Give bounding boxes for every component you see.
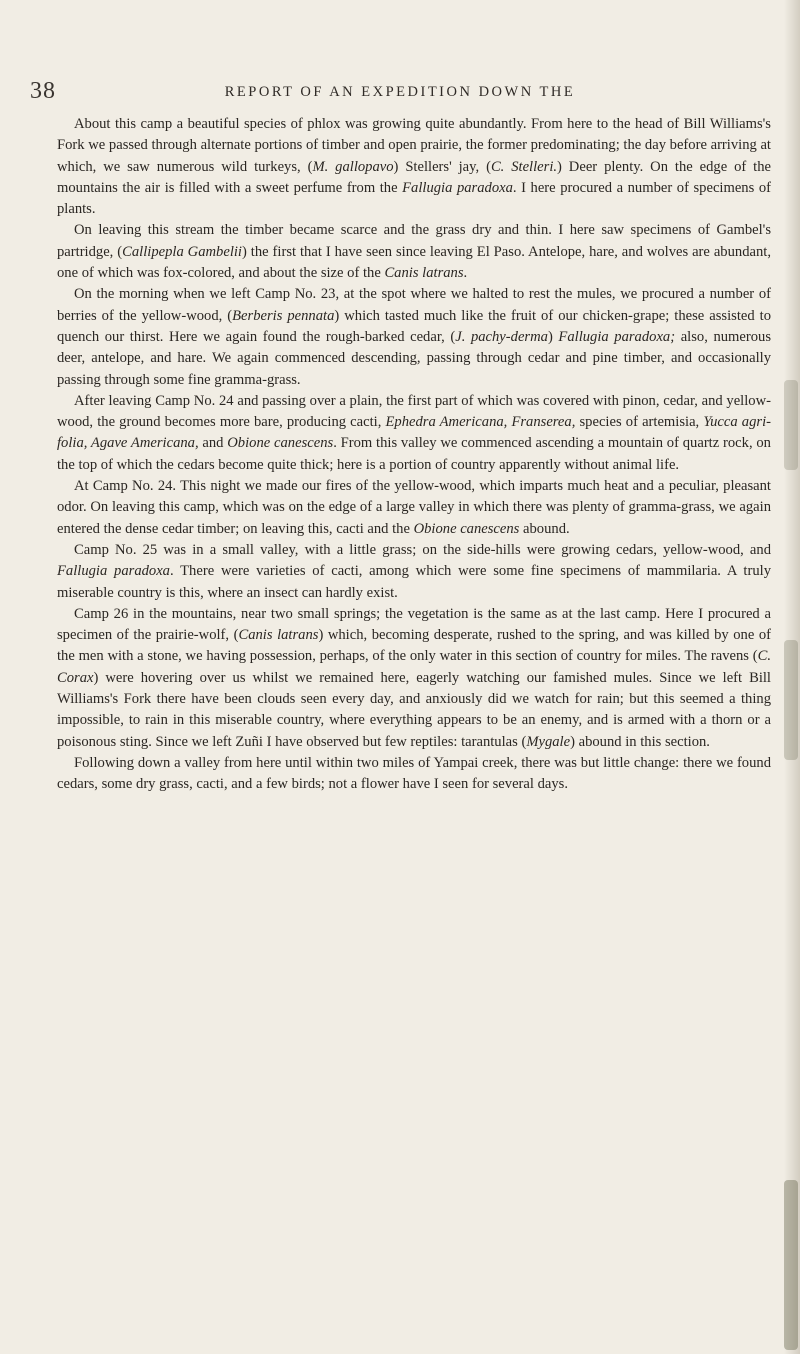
text-run: and <box>198 435 228 452</box>
italic-text: Obione canescens <box>227 435 334 452</box>
text-run: About this camp a beautiful species of phlox was growing quite abundantly. From here to the head of Bill Williams's Fork we passed through alternate portions of timber and open prairie, the former predominating; the day before arriving at which, we saw numerous wild turkeys, ( <box>57 116 771 175</box>
text-run: species of artemisia, <box>575 414 704 431</box>
paragraph <box>57 540 771 604</box>
text-run: . I here procured a number of specimens of plants. <box>57 179 771 218</box>
italic-text: Fallugia paradoxa; <box>558 328 676 345</box>
italic-text: Berberis pennata <box>232 307 335 324</box>
text-run: abound. <box>519 520 570 537</box>
paragraph <box>57 391 771 476</box>
italic-text: M. gallopavo <box>312 158 394 175</box>
text-run: On leaving this stream the timber became scarce and the grass dry and thin. I here saw specimens of Gambel's partridge, ( <box>57 222 771 260</box>
paragraph <box>57 284 771 390</box>
text-run: Following down a valley from here until within two miles of Yampai creek, there was but little change: there we found cedars, some dry grass, cacti, and a few birds; not a flower have I seen for several days. <box>57 754 771 793</box>
italic-text: Callipepla Gambelii <box>122 243 242 260</box>
paragraph <box>57 476 771 540</box>
italic-text: Canis latrans <box>238 627 319 644</box>
edge-stain <box>784 640 798 760</box>
italic-text: Fallugia paradoxa <box>402 179 513 196</box>
text-run: At Camp No. 24. This night we made our fires of the yellow-wood, which imparts much heat and a peculiar, pleasant odor. On leaving this camp, which was on the edge of a large valley in which there was plenty of gramma-grass, we again entered the dense cedar timber; on leaving this, cacti and the <box>57 478 771 537</box>
italic-text: Obione canescens <box>413 520 520 537</box>
text-run: Camp No. 25 was in a small valley, with a little grass; on the side-hills were growing cedars, yellow-wood, and <box>74 541 771 558</box>
italic-text: Yucca agri-folia, Agave Americana, <box>57 414 771 452</box>
text-run: . <box>463 265 468 282</box>
text-run: On the morning when we left Camp No. 23, at the spot where we halted to rest the mules, we procured a number of berries of the yellow-wood, ( <box>57 286 771 324</box>
italic-text: Canis latrans <box>384 265 464 282</box>
text-run: ) abound in this section. <box>570 733 710 750</box>
paragraph <box>57 220 771 284</box>
paragraph <box>57 753 771 796</box>
text-run: . From this valley we commenced ascending a mountain of quartz rock, on the top of which the cedars become quite thick; here is a portion of country apparently without animal life. <box>57 435 771 473</box>
text-run: . There were varieties of cacti, among which were some fine specimens of mammilaria. A truly miserable country is this, where an insect can hardly exist. <box>57 563 771 601</box>
text-run: also, numerous deer, antelope, and hare. We again commenced descending, passing through cedar and pine timber, and occasionally passing through some fine gramma-grass. <box>57 328 772 388</box>
italic-text: J. pachy-derma <box>455 328 548 345</box>
page-header <box>30 78 770 108</box>
text-run: ) Stellers' jay, ( <box>393 158 491 175</box>
text-run: Camp 26 in the mountains, near two small springs; the vegetation is the same as at the last camp. Here I procured a specimen of the prairie-wolf, ( <box>57 605 771 644</box>
text-run: ) <box>547 328 559 345</box>
italic-text: C. Corax <box>57 648 771 686</box>
text-run: ) the first that I have seen since leaving El Paso. Antelope, hare, and wolves are abundant, one of which was fox-colored, and about the size of the <box>57 243 771 282</box>
page-number: 38 <box>30 78 56 104</box>
paragraph <box>57 604 771 753</box>
paragraph <box>57 114 771 220</box>
italic-text: Fallugia paradoxa <box>57 563 170 580</box>
edge-stain <box>784 380 798 470</box>
italic-text: Ephedra Americana, Franserea, <box>385 414 576 431</box>
italic-text: Mygale <box>526 733 571 750</box>
text-run: ) Deer plenty. On the edge of the mountains the air is filled with a sweet perfume from the <box>57 158 771 196</box>
text-run: ) were hovering over us whilst we remained here, eagerly watching our famished mules. Since we left Bill Williams's Fork there have been clouds seen every day, and anxiously did we watch for rain; but this seemed a thing impossible, to rain in this miserable country, where everything appears to be an enemy, and is armed with a thorn or a poisonous sting. Since we left Zuñi I have observed but few reptiles: tarantulas ( <box>57 669 771 750</box>
italic-text: C. Stelleri. <box>490 158 558 175</box>
text-run: ) which, becoming desperate, rushed to the spring, and was killed by one of the men with a stone, we having possession, perhaps, of the only water in this section of country for miles. The ravens ( <box>57 627 771 665</box>
text-run: ) which tasted much like the fruit of our chicken-grape; these assisted to quench our thirst. Here we again found the rough-barked cedar, ( <box>57 307 771 345</box>
body-text <box>57 114 771 796</box>
running-title: REPORT OF AN EXPEDITION DOWN THE <box>224 84 576 100</box>
text-run: After leaving Camp No. 24 and passing over a plain, the first part of which was covered with pinon, cedar, and yellow-wood, the ground becomes more bare, producing cacti, <box>57 392 771 431</box>
edge-stain <box>784 1180 798 1350</box>
